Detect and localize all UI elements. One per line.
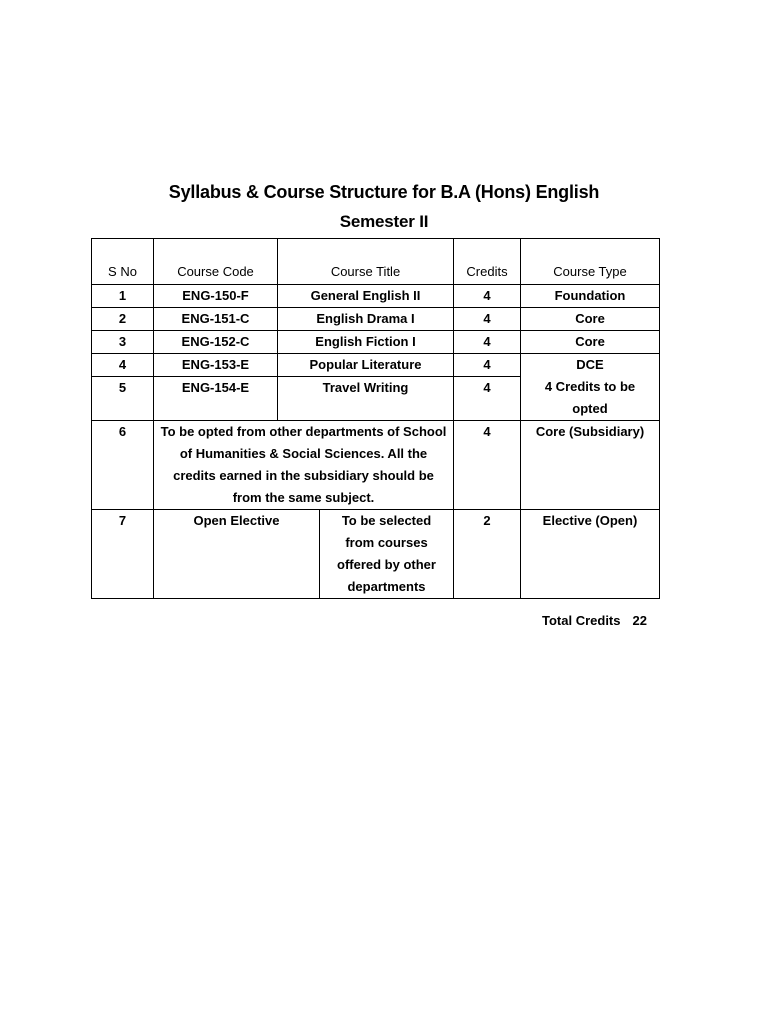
table-header-row — [92, 239, 660, 285]
cell-course-title: Popular Literature — [278, 354, 454, 377]
cell-credits: 4 — [454, 285, 521, 308]
document-title: Syllabus & Course Structure for B.A (Hons) English — [168, 182, 600, 202]
cell-sno: 7 — [92, 510, 154, 599]
cell-credits: 4 — [454, 354, 521, 377]
cell-course-title: Travel Writing — [278, 377, 454, 421]
table-row — [92, 354, 660, 377]
cell-course-type: Elective (Open) — [521, 510, 660, 599]
cell-sno: 5 — [92, 377, 154, 421]
cell-credits: 4 — [454, 377, 521, 421]
cell-credits: 4 — [454, 331, 521, 354]
cell-credits: 4 — [454, 421, 521, 510]
cell-course-code: Open Elective — [154, 510, 320, 599]
cell-course-title: To be selected from courses offered by other departments — [320, 510, 454, 599]
cell-course-title: General English II — [278, 285, 454, 308]
cell-course-type: Core — [521, 308, 660, 331]
total-credits-label: Total Credits — [542, 613, 621, 628]
cell-sno: 2 — [92, 308, 154, 331]
cell-credits: 4 — [454, 308, 521, 331]
cell-sno: 4 — [92, 354, 154, 377]
cell-course-code: ENG-150-F — [154, 285, 278, 308]
cell-course-type-elective — [521, 354, 660, 421]
cell-course-code: ENG-152-C — [154, 331, 278, 354]
table-row — [92, 331, 660, 354]
total-credits — [542, 613, 647, 628]
type-dce-label: DCE — [576, 357, 604, 372]
cell-credits: 2 — [454, 510, 521, 599]
course-table — [91, 238, 660, 599]
header-credits: Credits — [454, 239, 521, 285]
total-credits-value: 22 — [632, 613, 647, 628]
cell-sno: 3 — [92, 331, 154, 354]
cell-course-title: English Drama I — [278, 308, 454, 331]
document-subtitle: Semester II — [339, 212, 429, 231]
cell-course-type: Core (Subsidiary) — [521, 421, 660, 510]
type-credits-note: 4 Credits to be opted — [544, 379, 636, 416]
table-row — [92, 421, 660, 510]
cell-course-title: English Fiction I — [278, 331, 454, 354]
cell-subsidiary-description: To be opted from other departments of School of Humanities & Social Sciences. All the credits earned in the subsidiary should be from the same subject. — [154, 421, 454, 510]
table-row — [92, 510, 660, 599]
header-course-title: Course Title — [278, 239, 454, 285]
cell-course-code: ENG-151-C — [154, 308, 278, 331]
header-course-code: Course Code — [154, 239, 278, 285]
table-row — [92, 285, 660, 308]
header-sno: S No — [92, 239, 154, 285]
cell-course-code: ENG-154-E — [154, 377, 278, 421]
cell-sno: 6 — [92, 421, 154, 510]
cell-course-type: Foundation — [521, 285, 660, 308]
table-row — [92, 308, 660, 331]
cell-course-type: Core — [521, 331, 660, 354]
cell-course-code: ENG-153-E — [154, 354, 278, 377]
header-course-type: Course Type — [521, 239, 660, 285]
cell-sno: 1 — [92, 285, 154, 308]
